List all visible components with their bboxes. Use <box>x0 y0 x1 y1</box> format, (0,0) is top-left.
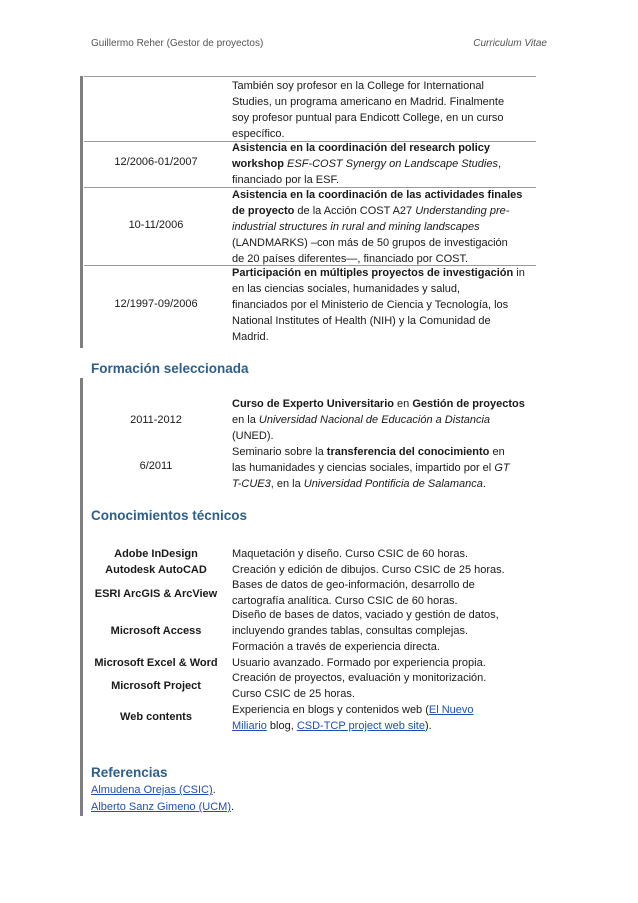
experience-date: 10-11/2006 <box>128 219 184 231</box>
csd-tcp-website-link[interactable]: CSD-TCP project web site <box>296 720 425 732</box>
experience-row-description: También soy profesor en la College for International Studies, un programa americano en Madrid. Finalmente soy profesor puntual para Endicott College, en un curso específico. <box>232 80 505 140</box>
experience-date: 12/2006-01/2007 <box>114 156 198 168</box>
skill-description: Experiencia en blogs y contenidos web (El Nuevo Miliario blog, CSD-TCP project web site). <box>232 704 474 732</box>
experience-date: 12/1997-09/2006 <box>114 298 198 310</box>
reference-link-sanz-gimeno[interactable]: Alberto Sanz Gimeno (UCM) <box>91 801 231 813</box>
section-title-formacion: Formación seleccionada <box>91 361 249 376</box>
header-doc-type: Curriculum Vitae <box>473 38 547 49</box>
skill-description: Usuario avanzado. Formado por experiencia propia. <box>232 657 486 669</box>
formacion-date: 2011-2012 <box>130 414 182 426</box>
el-nuevo-miliario-link[interactable]: El Nuevo <box>428 704 474 716</box>
skill-description: Bases de datos de geo-información, desarrollo de cartografía analítica. Curso CSIC de 60 horas. <box>232 579 475 607</box>
skill-name: Autodesk AutoCAD <box>105 564 207 576</box>
experience-row-description: Asistencia en la coordinación de las actividades finales de proyecto de la Acción COST A27 Understanding pre- industrial structures in rural and mining landscapes (LANDMARKS) –con más de 50 grupos de investigación de 20 países diferentes—, financiado por COST. <box>232 189 523 265</box>
formacion-date: 6/2011 <box>139 460 173 472</box>
skill-name: Microsoft Project <box>111 680 201 692</box>
section-title-referencias: Referencias <box>91 765 168 780</box>
experience-row-description: Asistencia en la coordinación del research policy workshop ESF-COST Synergy on Landscape Studies, financiado por la ESF. <box>232 142 502 186</box>
skill-description: Creación y edición de dibujos. Curso CSIC de 25 horas. <box>232 564 505 576</box>
skill-description: Diseño de bases de datos, vaciado y gestión de datos, incluyendo grandes tablas, consultas complejas. Formación a través de experiencia directa. <box>232 609 499 653</box>
formacion-item: Seminario sobre la transferencia del conocimiento en las humanidades y ciencias sociales, impartido por el GT T-CUE3, en la Universidad Pontificia de Salamanca. <box>232 446 510 490</box>
skill-description: Creación de proyectos, evaluación y monitorización. Curso CSIC de 25 horas. <box>232 672 487 700</box>
skill-name: Web contents <box>120 711 192 723</box>
skill-name: Microsoft Excel & Word <box>94 657 218 669</box>
table-rule <box>84 76 536 77</box>
reference-item: Alberto Sanz Gimeno (UCM). <box>91 801 235 813</box>
left-border-bar <box>80 378 83 816</box>
header-author: Guillermo Reher (Gestor de proyectos) <box>91 38 264 49</box>
page-header <box>91 38 547 52</box>
skill-name: Microsoft Access <box>110 625 202 637</box>
section-title-conocimientos: Conocimientos técnicos <box>91 508 248 523</box>
formacion-item: Curso de Experto Universitario en Gestión de proyectos en la Universidad Nacional de Educación a Distancia (UNED). <box>232 398 525 442</box>
skill-name: ESRI ArcGIS & ArcView <box>94 588 218 600</box>
skill-description: Maquetación y diseño. Curso CSIC de 60 horas. <box>232 548 469 560</box>
reference-item: Almudena Orejas (CSIC). <box>91 784 216 796</box>
left-border-bar <box>80 76 83 348</box>
reference-link-orejas[interactable]: Almudena Orejas (CSIC) <box>91 784 213 796</box>
el-nuevo-miliario-link[interactable]: Miliario <box>232 720 267 732</box>
experience-row-description: Participación en múltiples proyectos de investigación in en las ciencias sociales, humanidades y salud, financiados por el Ministerio de Ciencia y Tecnología, los National Institutes of Health (NIH) y la Comunidad de Madrid. <box>232 267 525 343</box>
skill-name: Adobe InDesign <box>114 548 198 560</box>
